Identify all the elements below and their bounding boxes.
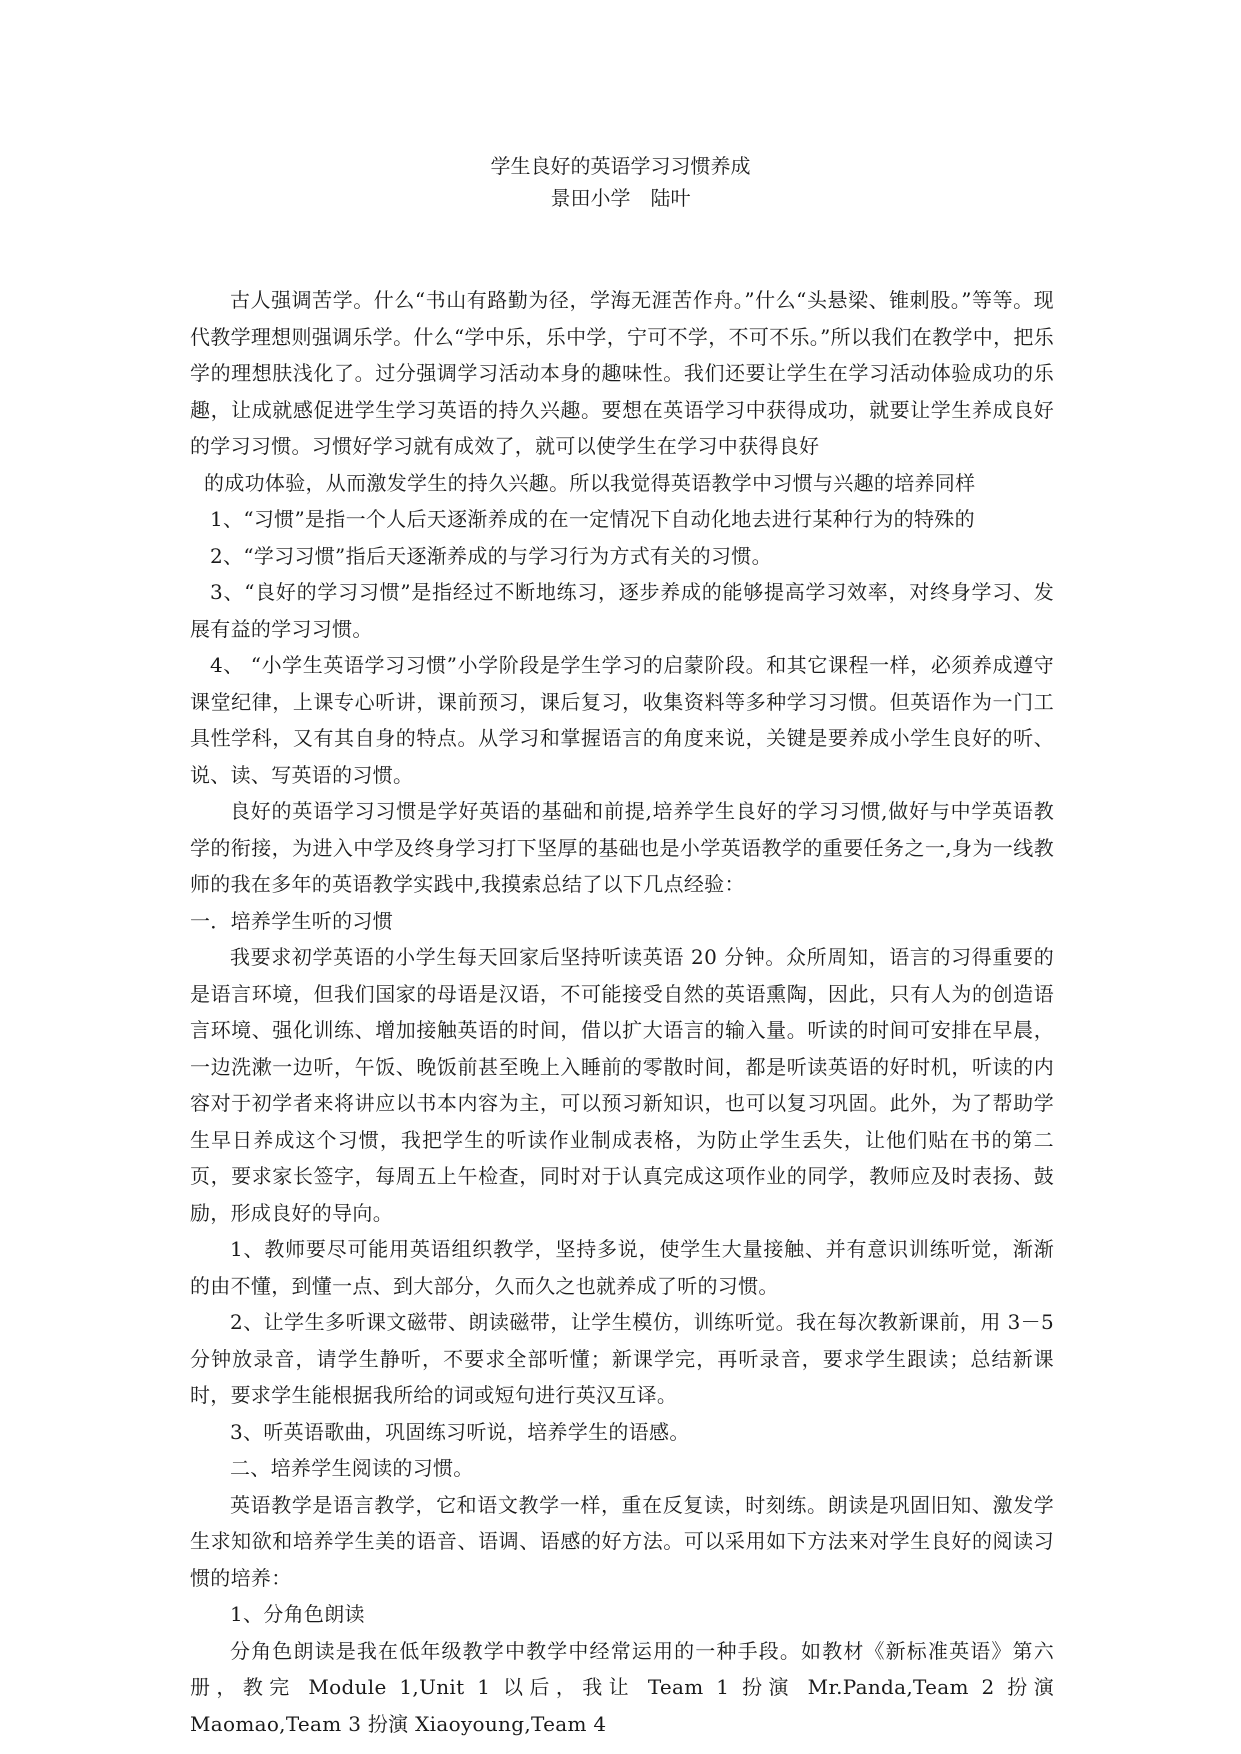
body-paragraph: 良好的英语学习习惯是学好英语的基础和前提,培养学生良好的学习习惯,做好与中学英语教学的衔接，为进入中学及终身学习打下坚厚的基础也是小学英语教学的重要任务之一,身为一线教师的我在多年的英语教学实践中,我摸索总结了以下几点经验： xyxy=(190,799,1054,896)
document-title: 学生良好的英语学习习惯养成 xyxy=(490,154,751,178)
document-body xyxy=(190,282,1054,1742)
document-author: 景田小学 陆叶 xyxy=(550,186,691,210)
body-paragraph: 古人强调苦学。什么“书山有路勤为径，学海无涯苦作舟。”什么“头悬梁、锥刺股。”等等。现代教学理想则强调乐学。什么“学中乐，乐中学，宁可不学，不可不乐。”所以我们在教学中，把乐学的理想肤浅化了。过分强调学习活动本身的趣味性。我们还要让学生在学习活动体验成功的乐趣，让成就感促进学生学习英语的持久兴趣。要想在英语学习中获得成功，就要让学生养成良好的学习习惯。习惯好学习就有成效了，就可以使学生在学习中获得良好 xyxy=(190,288,1054,458)
body-paragraph: 分角色朗读是我在低年级教学中教学中经常运用的一种手段。如教材《新标准英语》第六册，教完 Module 1,Unit 1 以后，我让 Team 1 扮演 Mr.Panda,Team 2 扮演 Maomao,Team 3 扮演 Xiaoyoung,Team 4 xyxy=(190,1638,1054,1736)
body-paragraph: 3、“良好的学习习惯”是指经过不断地练习，逐步养成的能够提高学习效率，对终身学习、发展有益的学习习惯。 xyxy=(190,580,1054,641)
body-paragraph: 二、培养学生阅读的习惯。 xyxy=(230,1456,474,1480)
body-paragraph: 4、 “小学生英语学习习惯”小学阶段是学生学习的启蒙阶段。和其它课程一样，必须养成遵守课堂纪律，上课专心听讲，课前预习，课后复习，收集资料等多种学习习惯。但英语作为一门工具性学科，又有其自身的特点。从学习和掌握语言的角度来说，关键是要养成小学生良好的听、说、读、写英语的习惯。 xyxy=(190,653,1054,787)
body-paragraph: 英语教学是语言教学，它和语文教学一样，重在反复读，时刻练。朗读是巩固旧知、激发学生求知欲和培养学生美的语音、语调、语感的好方法。可以采用如下方法来对学生良好的阅读习惯的培养： xyxy=(190,1492,1054,1590)
body-paragraph: 1、教师要尽可能用英语组织教学，坚持多说，使学生大量接触、并有意识训练听觉，渐渐的由不懂，到懂一点、到大部分，久而久之也就养成了听的习惯。 xyxy=(190,1237,1054,1298)
body-paragraph: 1、分角色朗读 xyxy=(230,1602,365,1626)
body-paragraph: 3、听英语歌曲，巩固练习听说，培养学生的语感。 xyxy=(230,1419,690,1444)
body-paragraph: 2、“学习习惯”指后天逐渐养成的与学习行为方式有关的习惯。 xyxy=(210,543,772,568)
body-paragraph: 我要求初学英语的小学生每天回家后坚持听读英语 20 分钟。众所周知，语言的习得重要的是语言环境，但我们国家的母语是汉语，不可能接受自然的英语熏陶，因此，只有人为的创造语言环境、强化训练、增加接触英语的时间，借以扩大语言的输入量。听读的时间可安排在早晨，一边洗漱一边听，午饭、晚饭前甚至晚上入睡前的零散时间，都是听读英语的好时机，听读的内容对于初学者来将讲应以书本内容为主，可以预习新知识，也可以复习巩固。此外，为了帮助学生早日养成这个习惯，我把学生的听读作业制成表格，为防止学生丢失，让他们贴在书的第二页，要求家长签字，每周五上午检查，同时对于认真完成这项作业的同学，教师应及时表扬、鼓励，形成良好的导向。 xyxy=(190,945,1054,1225)
body-paragraph: 2、让学生多听课文磁带、朗读磁带，让学生模仿，训练听觉。我在每次教新课前，用 3－5 分钟放录音，请学生静听，不要求全部听懂；新课学完，再听录音，要求学生跟读；总结新课时，要求学生能根据我所给的词或短句进行英汉互译。 xyxy=(190,1310,1054,1407)
body-paragraph: 1、“习惯”是指一个人后天逐渐养成的在一定情况下自动化地去进行某种行为的特殊的 xyxy=(210,507,975,531)
body-paragraph: 一．培养学生听的习惯 xyxy=(190,908,393,933)
title-block xyxy=(0,150,1241,214)
body-paragraph: 的成功体验，从而激发学生的持久兴趣。所以我觉得英语教学中习惯与兴趣的培养同样 xyxy=(204,470,976,495)
